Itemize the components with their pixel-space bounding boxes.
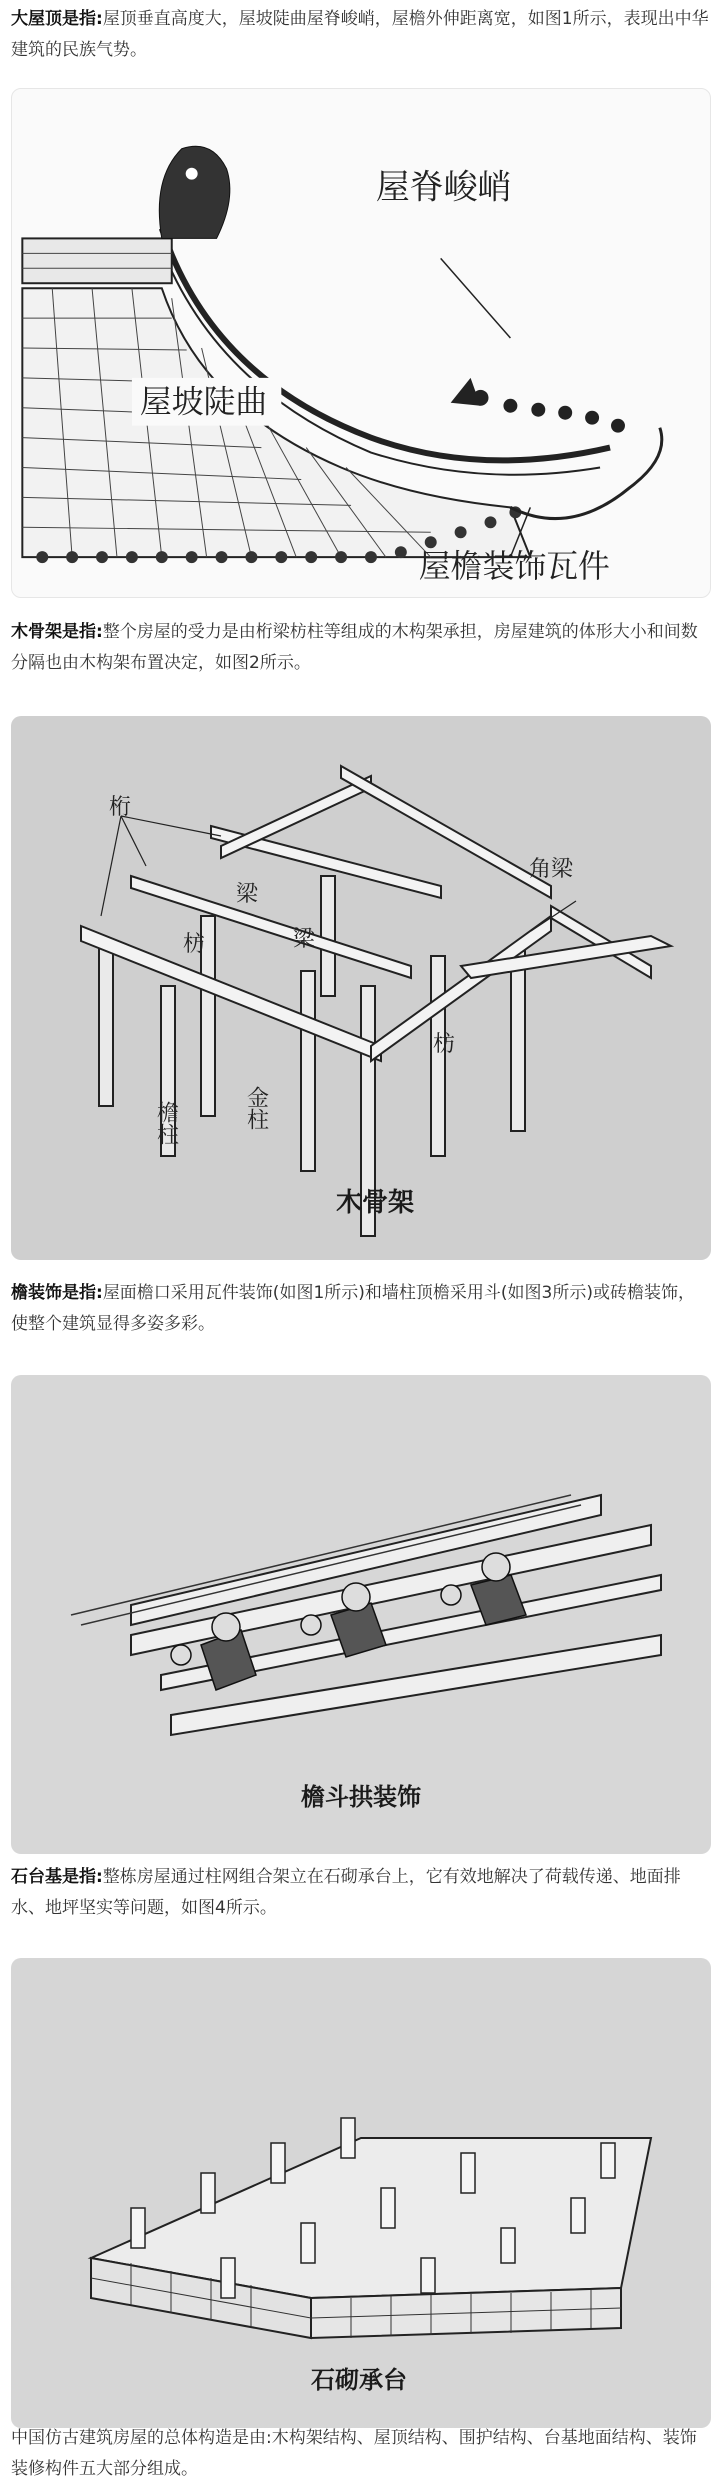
paragraph-big-roof [11,4,711,66]
stone-platform-drawing [11,1958,711,2428]
label-ridge: 屋脊峻峭 [375,167,512,207]
heading-big-roof: 大屋顶是指: [11,9,103,29]
label-eave-tiles: 屋檐装饰瓦件 [418,547,610,586]
label-jinzhu: 金柱 [243,1086,269,1130]
heading-timber-frame: 木骨架是指: [11,622,103,642]
heading-eave-decoration: 檐装饰是指: [11,1283,103,1303]
figure-timber-frame [11,716,711,1260]
figure-roof [11,88,711,598]
text-big-roof: 屋顶垂直高度大，屋坡陡曲屋脊峻峭，屋檐外伸距离宽，如图1所示，表现出中华建筑的民族气势。 [11,9,709,60]
heading-stone-platform: 石台基是指: [11,1867,103,1887]
label-fang-1: 枋 [183,932,206,957]
timber-frame-drawing [11,716,711,1260]
label-jiaoliang: 角梁 [529,857,574,882]
label-liang-2: 梁 [293,927,316,952]
label-fang-2: 枋 [433,1032,456,1057]
paragraph-timber-frame [11,617,711,679]
paragraph-stone-platform [11,1862,711,1924]
paragraph-summary: 中国仿古建筑房屋的总体构造是由:木构架结构、屋顶结构、围护结构、台基地面结构、装饰装修构件五大部分组成。 [11,2428,697,2479]
figure-stone-platform [11,1958,711,2428]
text-stone-platform: 整栋房屋通过柱网组合架立在石砌承台上，它有效地解决了荷载传递、地面排水、地坪坚实等问题，如图4所示。 [11,1867,681,1918]
roof-drawing [12,89,710,597]
text-eave-decoration: 屋面檐口采用瓦件装饰(如图1所示)和墙柱顶檐采用斗(如图3所示)或砖檐装饰，使整个建筑显得多姿多彩。 [11,1283,695,1334]
label-liang-1: 梁 [236,882,259,907]
caption-stone-platform: 石砌承台 [311,2365,407,2394]
label-slope: 屋坡陡曲 [139,382,268,421]
figure-eave-bracket [11,1375,711,1854]
caption-eave-bracket: 檐斗拱装饰 [301,1782,421,1811]
label-heng: 桁 [109,795,132,820]
paragraph-eave-decoration [11,1278,711,1340]
text-timber-frame: 整个房屋的受力是由桁梁枋柱等组成的木构架承担，房屋建筑的体形大小和间数分隔也由木构架布置决定，如图2所示。 [11,622,698,673]
label-yanzhu: 檐柱 [153,1101,179,1145]
caption-timber-frame: 木骨架 [336,1188,415,1218]
eave-bracket-drawing [11,1375,711,1854]
